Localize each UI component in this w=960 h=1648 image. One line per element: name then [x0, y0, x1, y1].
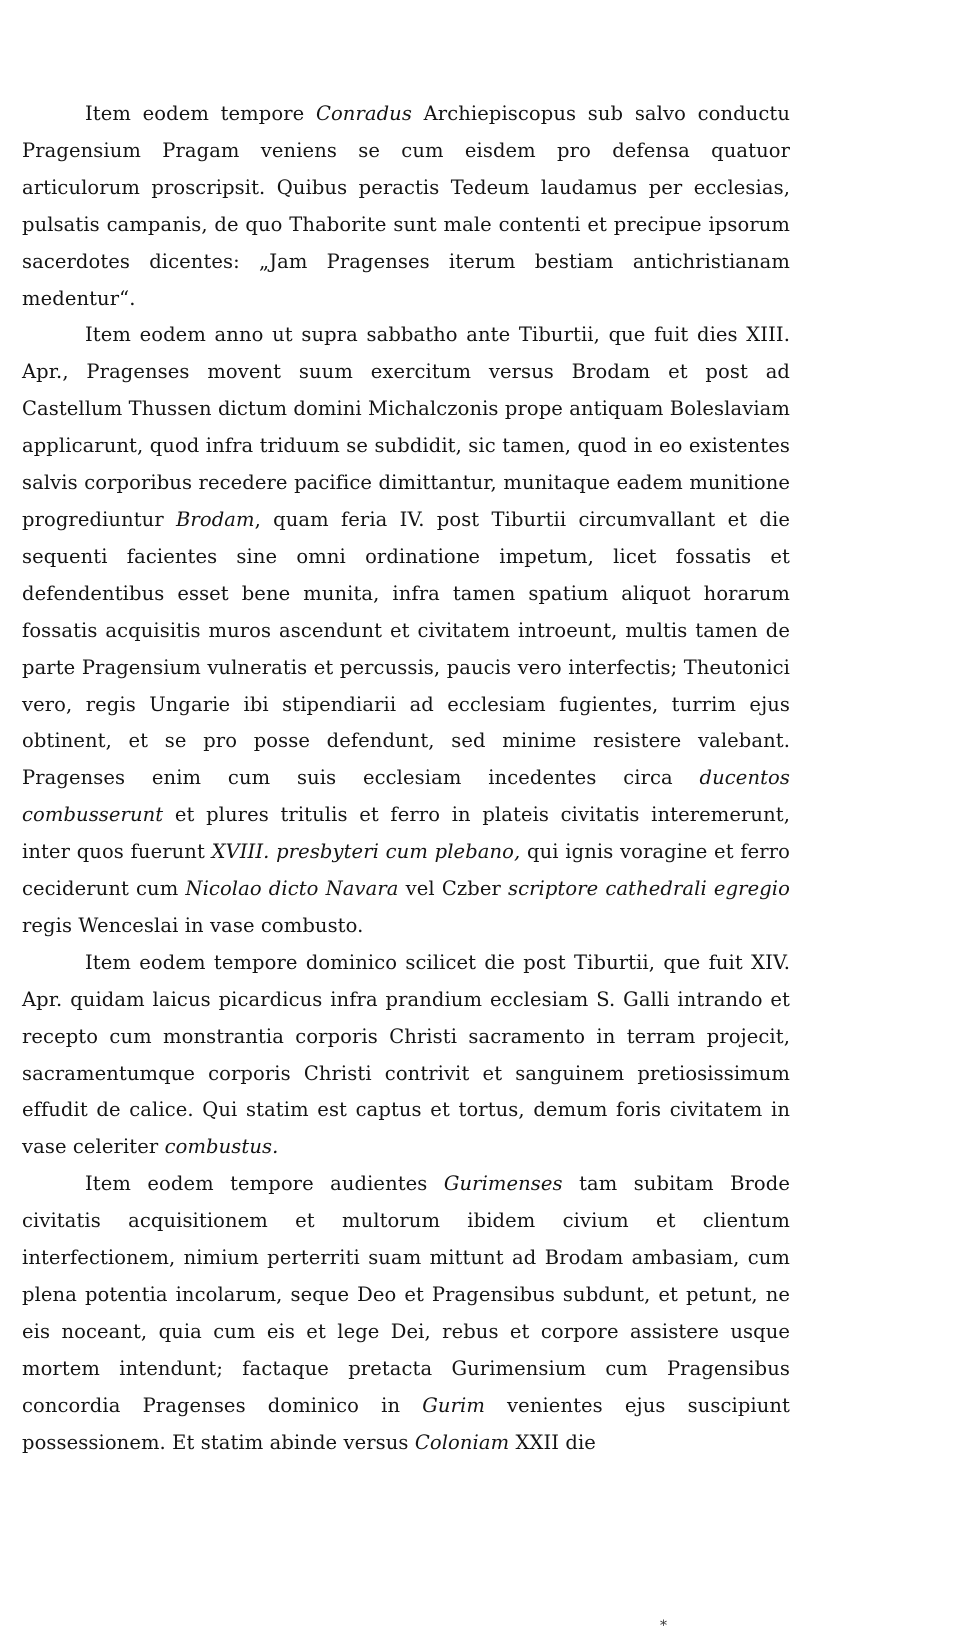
- text-span: Item eodem anno ut supra sabbatho ante Tiburtii, que fuit dies XIII. Apr., Pragenses movent suum exercitum versus Brodam et post ad Castellum Thussen dictum domini Michalczonis prope antiquam Boleslaviam applicarunt, quod infra triduum se subdidit, sic tamen, quod in eo existentes salvis corporibus recedere pacifice dimittantur, munitaque eadem munitione progrediuntur: [22, 323, 790, 531]
- paragraph-gurimenses: [22, 1166, 790, 1461]
- paragraph-conradus: [22, 96, 790, 317]
- text-span: venientes ejus suscipiunt possessionem. Et statim abinde versus: [22, 1393, 790, 1454]
- italic-text-span: Gurimenses: [443, 1172, 563, 1196]
- paragraph-brodam: [22, 317, 790, 944]
- text-span: XXII die: [509, 1430, 596, 1454]
- text-span: regis Wenceslai in vase combusto.: [22, 913, 364, 937]
- text-span: , quam feria IV. post Tiburtii circumvallant et die sequenti facientes sine omni ordinatione impetum, licet fossatis et defendentibus esset bene munita, infra tamen spatium aliquot horarum fossatis acquisitis muros ascendunt et civitatem introeunt, multis tamen de parte Pragensium vulneratis et percussis, paucis vero interfectis; Theutonici vero, regis Ungarie ibi stipendiarii ad ecclesiam fugientes, turrim ejus obtinent, et se pro posse defendunt, sed minime resistere valebant. Pragenses enim cum suis ecclesiam incedentes circa: [22, 507, 790, 790]
- italic-text-span: Coloniam: [414, 1430, 510, 1454]
- paragraph-s-galli: [22, 945, 790, 1166]
- text-span: Archiepiscopus sub salvo conductu Pragensium Pragam veniens se cum eisdem pro defensa quatuor articulorum proscripsit. Quibus peractis Tedeum laudamus per ecclesias, pulsatis campanis, de quo Thaborite sunt male contenti et precipue ipsorum sacerdotes dicentes: „Jam Pragenses iterum bestiam antichristianam medentur“.: [22, 102, 790, 310]
- text-span: qui ignis voragine et ferro ceciderunt cum: [22, 840, 790, 901]
- italic-text-span: combustus.: [164, 1135, 279, 1159]
- page-mark: *: [660, 1618, 667, 1634]
- italic-text-span: ducentos combusserunt: [22, 766, 790, 827]
- italic-text-span: Brodam: [176, 507, 255, 531]
- text-span: vel Czber: [398, 877, 508, 901]
- text-span: et plures tritulis et ferro in plateis civitatis interemerunt, inter quos fuerunt: [22, 803, 790, 864]
- text-span: Item eodem tempore: [85, 102, 316, 125]
- text-span: Item eodem tempore dominico scilicet die post Tiburtii, que fuit XIV. Apr. quidam laicus picardicus infra prandium ecclesiam S. Galli intrando et recepto cum monstrantia corporis Christi sacramento in terram projecit, sacramentumque corporis Christi contrivit et sanguinem pretiosissimum effudit de calice. Qui statim est captus et tortus, demum foris civitatem in vase celeriter: [22, 950, 790, 1159]
- text-span: tam subitam Brode civitatis acquisitionem et multorum ibidem civium et clientum interfectionem, nimium perterriti suam mittunt ad Brodam ambasiam, cum plena potentia incolarum, seque Deo et Pragensibus subdunt, et petunt, ne eis noceant, quia cum eis et lege Dei, rebus et corpore assistere usque mortem intendunt; factaque pretacta Gurimensium cum Pragensibus concordia Pragenses dominico in: [22, 1172, 790, 1417]
- italic-text-span: XVIII. presbyteri cum plebano,: [211, 840, 521, 864]
- italic-text-span: Gurim: [422, 1393, 485, 1417]
- italic-text-span: Conradus: [315, 102, 412, 125]
- document-page: [22, 96, 790, 1462]
- italic-text-span: Nicolao dicto Navara: [185, 877, 399, 901]
- text-span: Item eodem tempore audientes: [85, 1172, 444, 1196]
- italic-text-span: scriptore cathedrali egregio: [508, 877, 790, 901]
